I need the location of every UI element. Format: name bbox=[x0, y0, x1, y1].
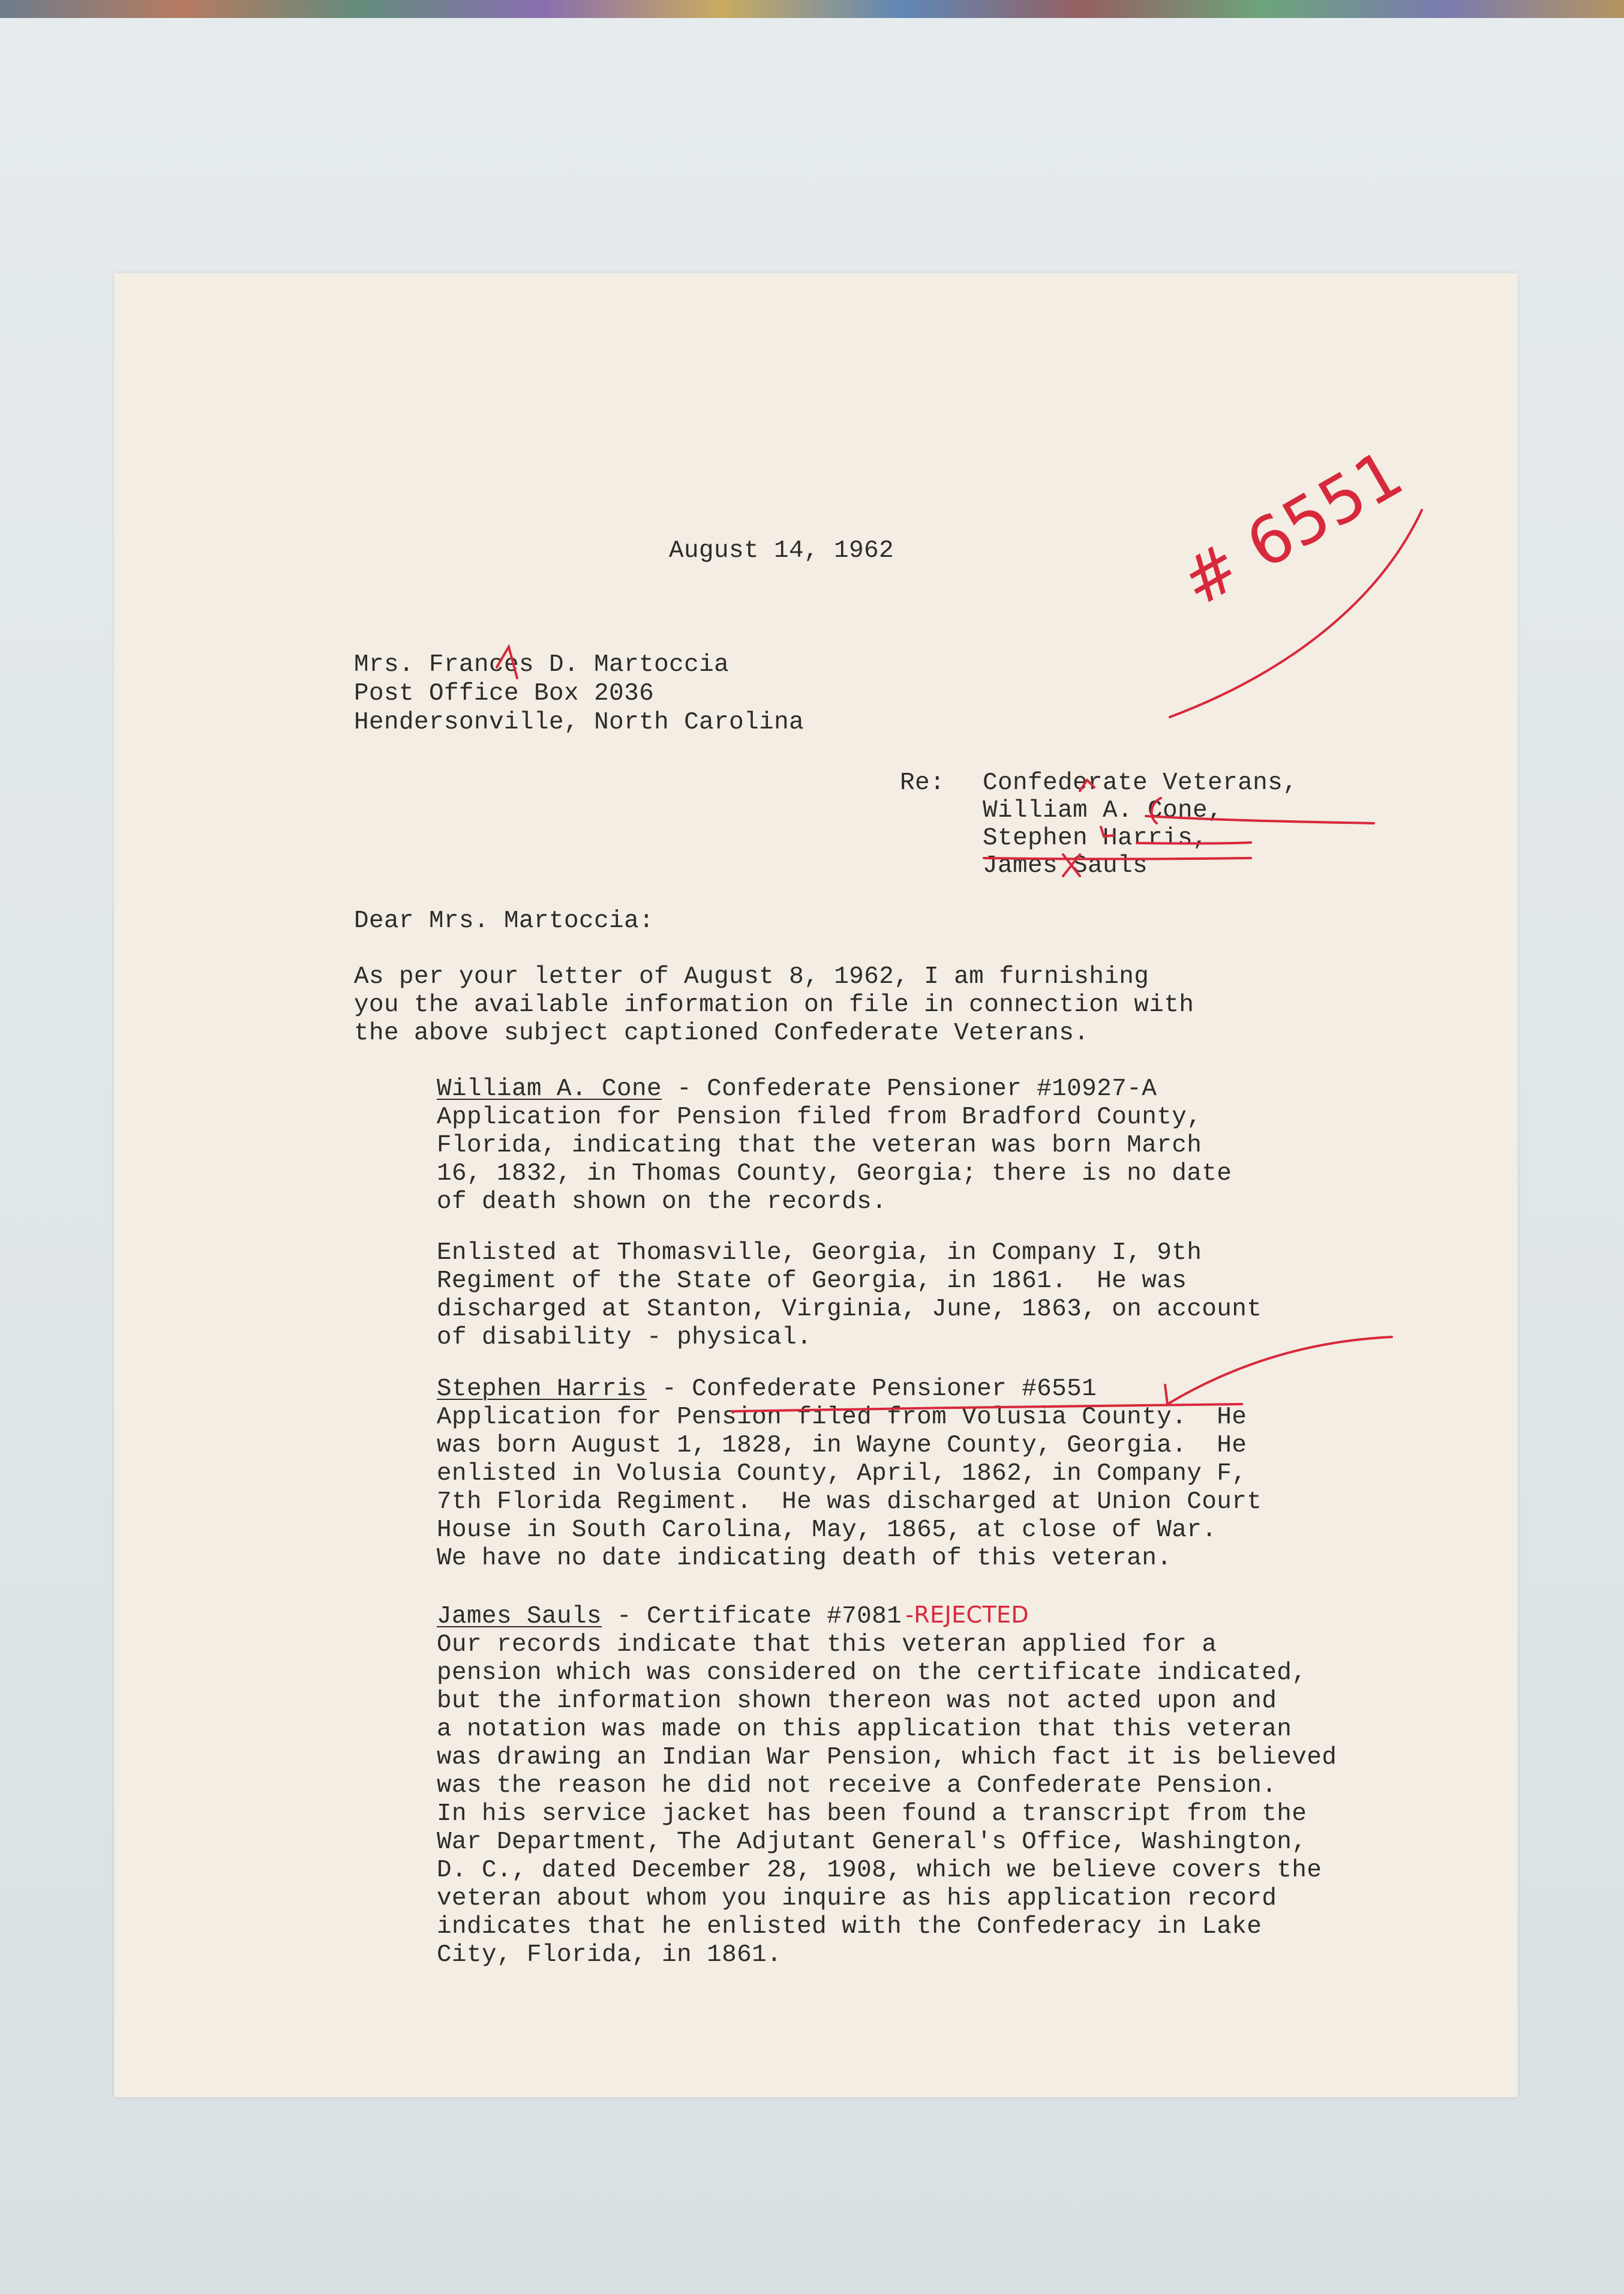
strike-harris bbox=[1137, 842, 1251, 844]
sauls-body-line: a notation was made on this application that this veteran bbox=[437, 1716, 1292, 1743]
sauls-body-line: but the information shown thereon was not acted upon and bbox=[437, 1687, 1277, 1715]
cone-body-line: of death shown on the records. bbox=[437, 1188, 887, 1216]
sauls-body-line: was drawing an Indian War Pension, which fact it is believed bbox=[437, 1744, 1337, 1771]
caret-re-confederate bbox=[1080, 780, 1094, 791]
harris-body-line: enlisted in Volusia County, April, 1862, in Company F, bbox=[437, 1460, 1247, 1488]
harris-body-line: 7th Florida Regiment. He was discharged at Union Court bbox=[437, 1488, 1262, 1516]
strike-cone bbox=[1146, 816, 1374, 823]
intro-line: you the available information on file in connection with bbox=[354, 991, 1194, 1019]
harris-body-line: was born August 1, 1828, in Wayne County, Georgia. He bbox=[437, 1432, 1247, 1459]
salutation: Dear Mrs. Martoccia: bbox=[354, 907, 655, 935]
re-line-3: Stephen Harris, bbox=[983, 824, 1208, 852]
re-line-1: Confederate Veterans, bbox=[983, 769, 1298, 797]
cone-body-line: 16, 1832, in Thomas County, Georgia; there is no date bbox=[437, 1160, 1232, 1188]
letter-date: August 14, 1962 bbox=[669, 537, 894, 565]
cone-body-line: Application for Pension filed from Bradford County, bbox=[437, 1103, 1202, 1131]
sauls-heading-rest: - Certificate #7081 bbox=[602, 1603, 902, 1630]
sauls-body-line: Our records indicate that this veteran applied for a bbox=[437, 1631, 1217, 1659]
re-label: Re: bbox=[900, 769, 945, 797]
pension-number-annotation: # 6551 bbox=[1169, 436, 1416, 622]
sauls-body-line: indicates that he enlisted with the Confederacy in Lake bbox=[437, 1913, 1262, 1941]
cone-service-line: Enlisted at Thomasville, Georgia, in Company I, 9th bbox=[437, 1239, 1202, 1267]
re-line-2: William A. Cone, bbox=[983, 797, 1223, 824]
sauls-body-line: was the reason he did not receive a Confederate Pension. bbox=[437, 1772, 1277, 1800]
harris-body-line: House in South Carolina, May, 1865, at close of War. bbox=[437, 1516, 1217, 1544]
cone-service-line: discharged at Stanton, Virginia, June, 1863, on account bbox=[437, 1296, 1262, 1323]
rejected-annotation: -REJECTED bbox=[905, 1602, 1029, 1628]
sauls-body-line: War Department, The Adjutant General's Office, Washington, bbox=[437, 1828, 1307, 1856]
sauls-name: James Sauls bbox=[437, 1603, 602, 1630]
sauls-body-line: pension which was considered on the certificate indicated, bbox=[437, 1659, 1307, 1687]
tick-harris bbox=[1101, 827, 1113, 836]
sauls-body-line: In his service jacket has been found a transcript from the bbox=[437, 1800, 1307, 1828]
harris-name: Stephen Harris bbox=[437, 1375, 647, 1403]
caret-recipient-initial bbox=[497, 647, 517, 678]
harris-heading-rest: - Confederate Pensioner #6551 bbox=[647, 1375, 1097, 1403]
cone-name: William A. Cone bbox=[437, 1075, 662, 1103]
cone-heading-rest: - Confederate Pensioner #10927-A bbox=[662, 1075, 1157, 1103]
intro-line: the above subject captioned Confederate Veterans. bbox=[354, 1019, 1089, 1047]
x-mark-sauls bbox=[1063, 854, 1080, 876]
sauls-body-line: veteran about whom you inquire as his application record bbox=[437, 1885, 1277, 1912]
harris-body-line: Application for Pension filed from Volusia County. He bbox=[437, 1404, 1247, 1431]
recipient-name: Mrs. Frances D. Martoccia bbox=[354, 651, 730, 679]
cone-service-line: of disability - physical. bbox=[437, 1324, 812, 1351]
pensioner-tick bbox=[1165, 1337, 1392, 1404]
re-line-4: James Sauls bbox=[983, 852, 1148, 880]
sauls-body-line: D. C., dated December 28, 1908, which we believe covers the bbox=[437, 1857, 1322, 1884]
harris-body-line: We have no date indicating death of this veteran. bbox=[437, 1545, 1172, 1572]
cone-body-line: Florida, indicating that the veteran was born March bbox=[437, 1132, 1202, 1159]
sauls-body-line: City, Florida, in 1861. bbox=[437, 1941, 782, 1969]
recipient-address-2: Hendersonville, North Carolina bbox=[354, 709, 805, 736]
intro-line: As per your letter of August 8, 1962, I am furnishing bbox=[354, 963, 1149, 991]
recipient-address-1: Post Office Box 2036 bbox=[354, 680, 655, 707]
pensioner-underline bbox=[732, 1404, 1242, 1411]
slash-under-pension-number bbox=[1170, 510, 1422, 717]
bracket-cone bbox=[1152, 798, 1161, 823]
strike-sauls bbox=[984, 858, 1251, 859]
cone-service-line: Regiment of the State of Georgia, in 1861. He was bbox=[437, 1267, 1187, 1295]
